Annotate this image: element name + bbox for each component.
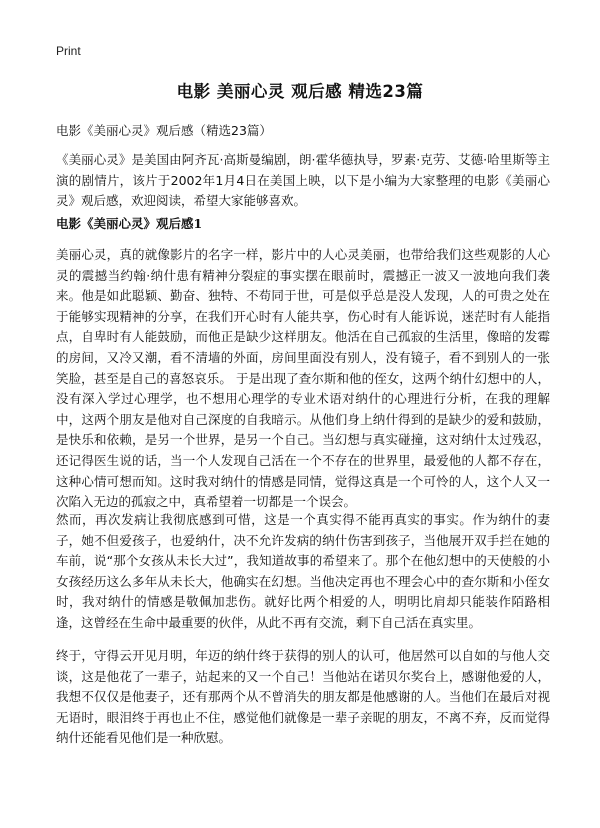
document-title: 电影 美丽心灵 观后感 精选23篇 [176, 82, 424, 101]
body-paragraph-2: 然而，再次发病让我彻底感到可惜，这是一个真实得不能再真实的事实。作为纳什的妻子，她不但爱孩子，也爱纳什，决不允许发病的纳什伤害到孩子，当他展开双手拦在她的车前，说“那个女孩从未长大过”，我知道故事的希望来了。那个在他幻想中的天使般的小女孩经历这么多年从未长大，他确实在幻想。当他决定再也不理会心中的查尔斯和小侄女时，我对纳什的情感是敬佩加悲伤。就好比两个相爱的人，明明比肩却只能装作陌路相逢，这曾经在生命中最重要的伙伴，从此不再有交流，剩下自己活在真实里。 [56, 512, 550, 630]
print-link[interactable]: Print [56, 44, 81, 58]
section-heading: 电影《美丽心灵》观后感1 [56, 216, 203, 231]
document-subtitle: 电影《美丽心灵》观后感（精选23篇） [56, 123, 272, 138]
intro-paragraph: 《美丽心灵》是美国由阿齐瓦·高斯曼编剧，朗·霍华德执导，罗素·克劳、艾德·哈里斯等主演的剧情片，该片于2002年1月4日在美国上映，以下是小编为大家整理的电影《美丽心灵》观后感，欢迎阅读，希望大家能够喜欢。 [56, 152, 550, 209]
body-paragraph-3: 终于，守得云开见月明，年迈的纳什终于获得的别人的认可，他居然可以自如的与他人交谈，这是他花了一辈子，站起来的又一个自己！当他站在诺贝尔奖台上，感谢他爱的人，我想不仅仅是他妻子，还有那两个从不曾消失的朋友都是他感谢的人。当他们在最后对视无语时，眼泪终于再也止不住，感觉他们就像是一辈子亲昵的朋友，不离不弃，反而觉得纳什还能看见他们是一种欣慰。 [56, 648, 550, 746]
body-paragraph-1: 美丽心灵，真的就像影片的名字一样，影片中的人心灵美丽，也带给我们这些观影的人心灵的震撼当约翰·纳什患有精神分裂症的事实摆在眼前时，震撼正一波又一波地向我们袭来。他是如此聪颖、勤奋、独特、不苟同于世，可是似乎总是没人发现，人的可贵之处在于能够实现精神的分享，在我们开心时有人能共享，伤心时有人能诉说，迷茫时有人能指点，自卑时有人能鼓励，而他正是缺少这样朋友。他活在自己孤寂的生活里，像暗的发霉的房间，又冷又潮，看不清墙的外面，房间里面没有别人，没有镜子，看不到别人的一张笑脸，甚至是自己的喜怒哀乐。 于是出现了查尔斯和他的侄女，这两个纳什幻想中的人，没有深入学过心理学，也不想用心理学的专业术语对纳什的心理进行分析，在我的理解中，这两个朋友是他对自己深度的自我暗示。从他们身上纳什得到的是缺少的爱和鼓励，是快乐和依赖，是另一个世界，是另一个自己。当幻想与真实碰撞，这对纳什太过残忍，还记得医生说的话，当一个人发现自己活在一个不存在的世界里，最爱他的人都不存在，这种心情可想而知。这时我对纳什的情感是同情，觉得这真是一个可怜的人，这个人又一次陷入无边的孤寂之中，真希望着一切都是一个误会。 [56, 247, 550, 510]
